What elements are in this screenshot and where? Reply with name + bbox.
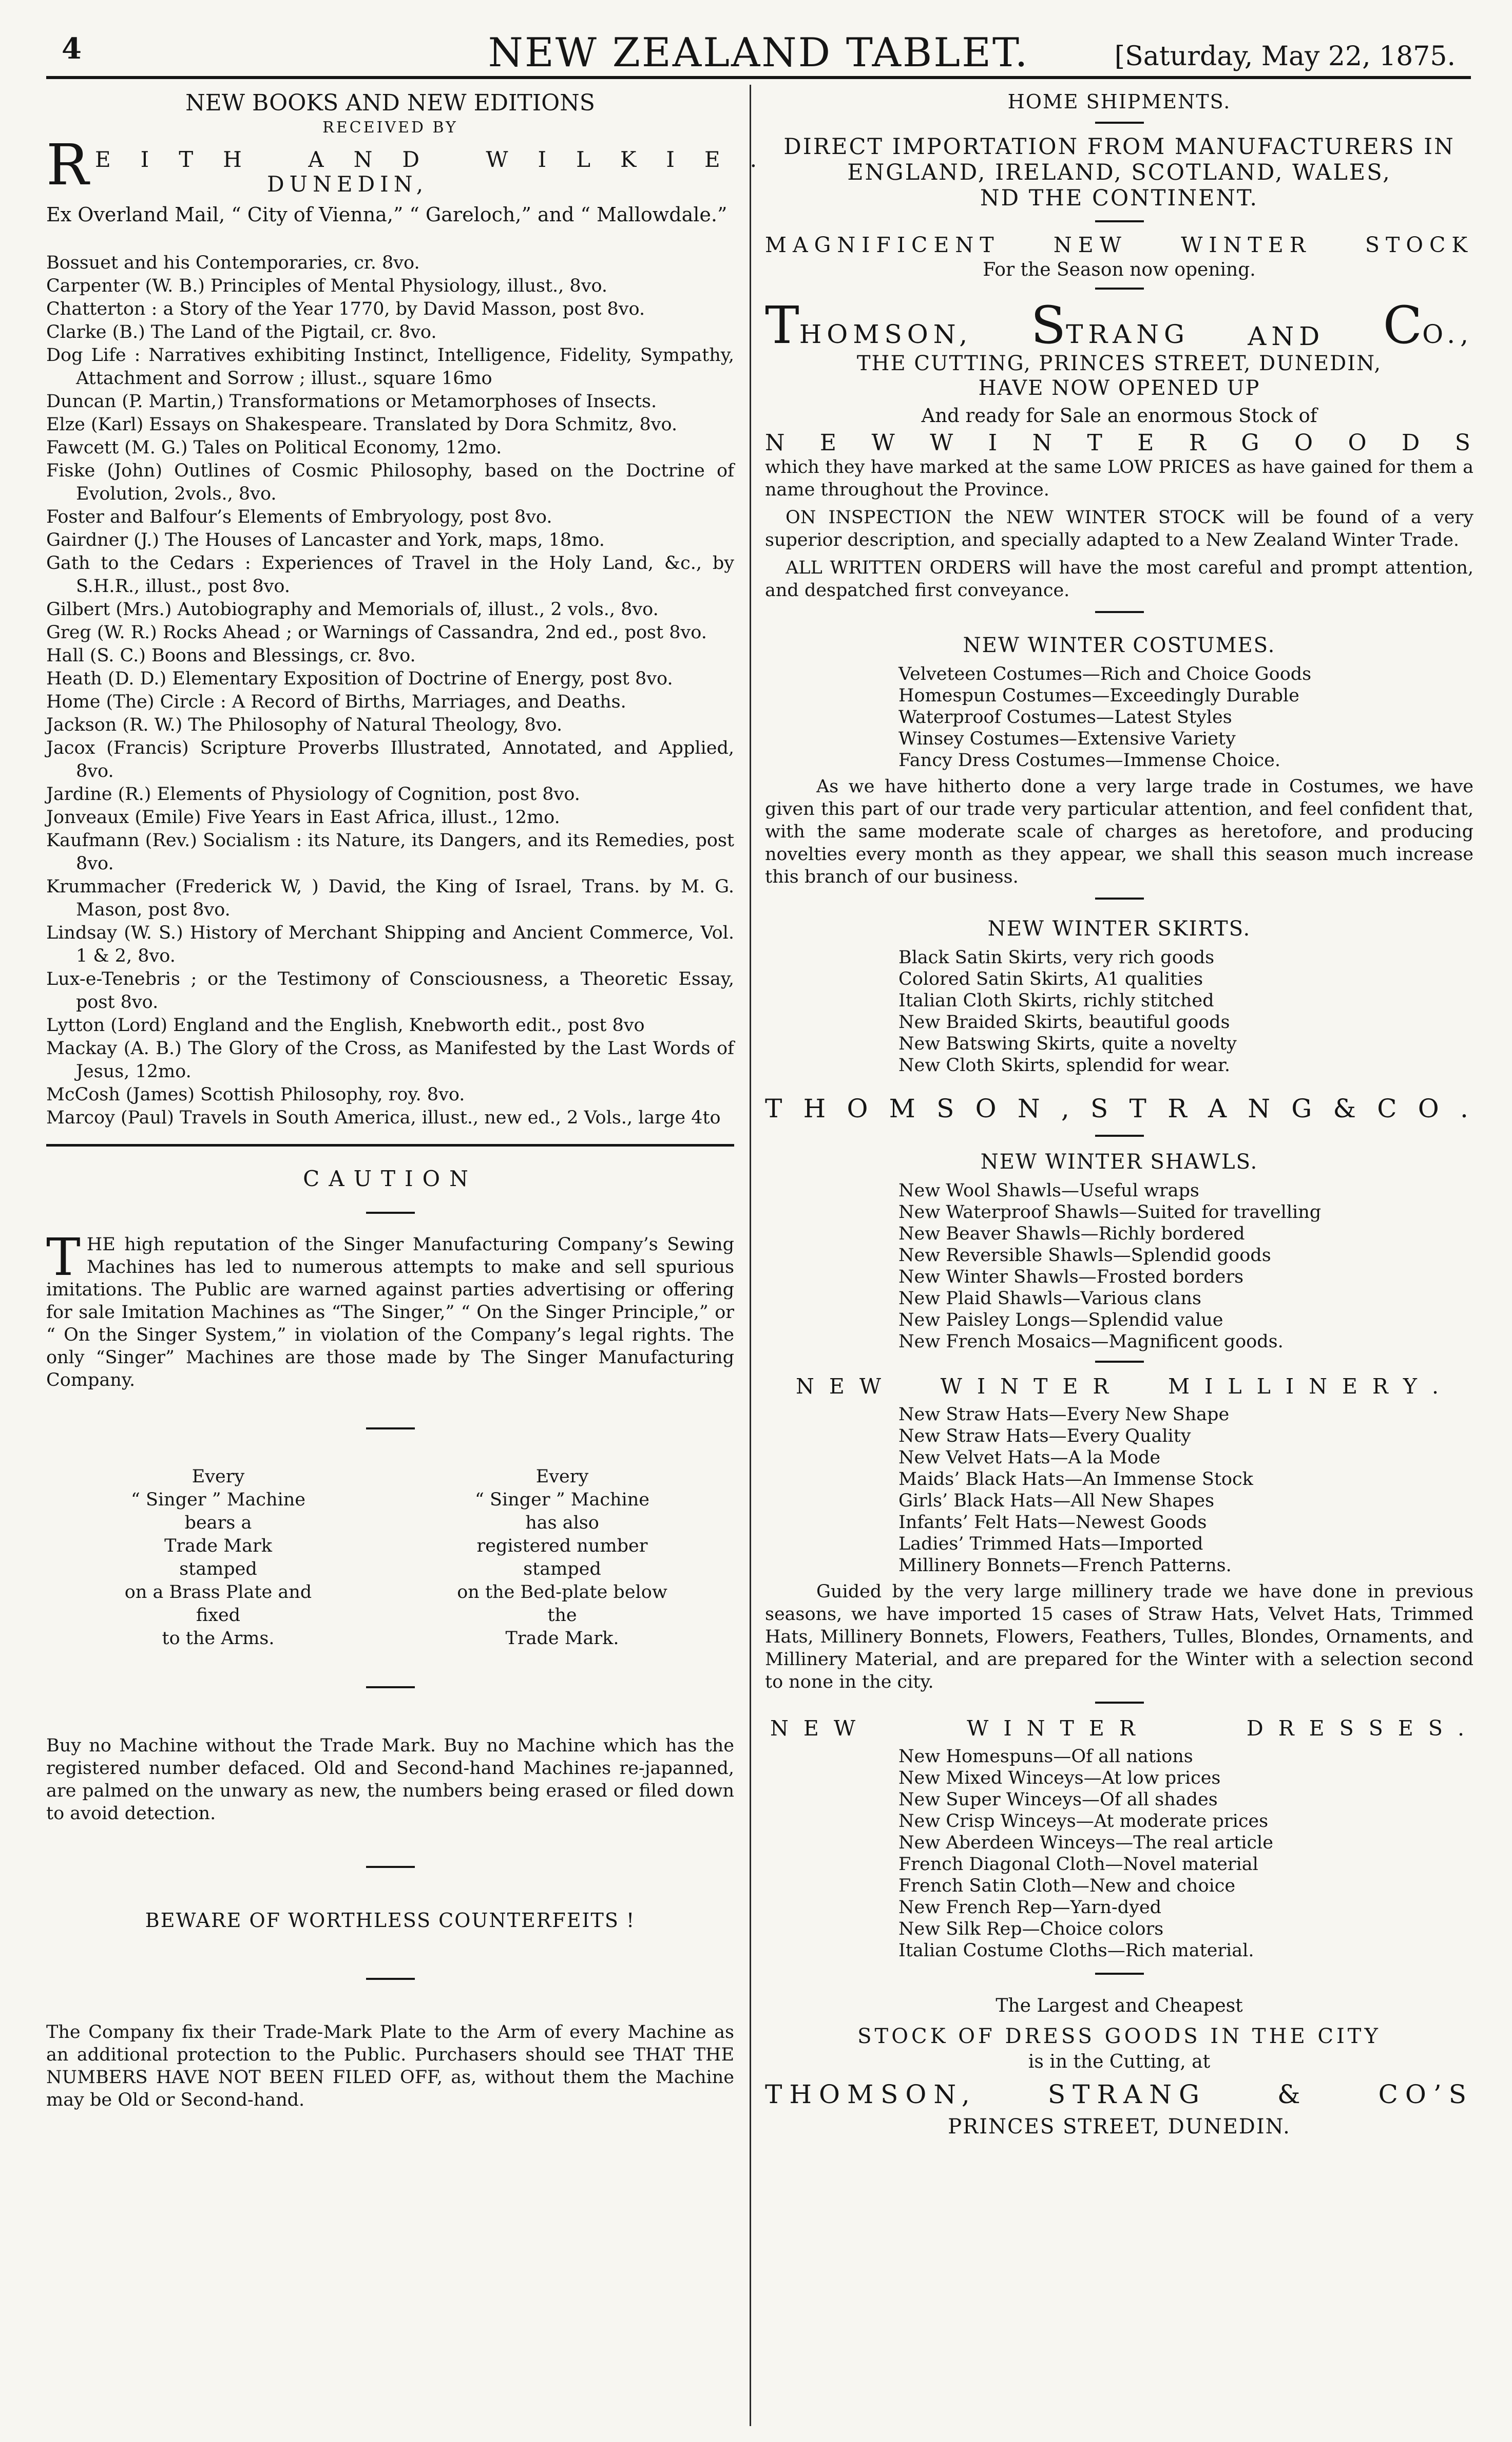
dress-item: New Aberdeen Winceys—The real article [898, 1833, 1273, 1853]
trade-mark-note-right [429, 1465, 696, 1650]
shawl-item: New Winter Shawls—Frosted borders [898, 1267, 1244, 1287]
firm-letter: N [1248, 1094, 1276, 1123]
closing-street: PRINCES STREET, DUNEDIN. [948, 2115, 1291, 2139]
costume-item: Winsey Costumes—Extensive Variety [898, 729, 1236, 749]
short-rule [366, 1427, 415, 1429]
dresses-title: N E W W I N T E R D R E S S E S . [770, 1716, 1468, 1741]
trade-mark-line: stamped [523, 1559, 601, 1579]
orders-paragraph: ALL WRITTEN ORDERS will have the most careful and prompt attention, and despatched first conveyance. [765, 558, 1473, 601]
right-column [765, 90, 1473, 2139]
firm-word: STRANG [1030, 295, 1190, 355]
dress-item: Italian Costume Cloths—Rich material. [898, 1940, 1254, 1961]
short-rule [1095, 898, 1144, 900]
mag-word: NEW [1053, 233, 1127, 257]
trade-mark-line: on the Bed-plate below [457, 1582, 667, 1602]
firm-letter: O [847, 1094, 873, 1123]
millinery-paragraph: Guided by the very large millinery trade we have done in previous seasons, we have imported 15 cases of Straw Hats, Velvet Hats, Trimmed Hats, Millinery Bonnets, Flowers, Feathers, Tulles, Blondes, Ornaments, and Millinery Material, and are prepared for the Winter with a selection second to none in the city. [765, 1581, 1473, 1692]
costume-item: Waterproof Costumes—Latest Styles [898, 707, 1232, 728]
heading-letter: W [930, 430, 956, 456]
books-heading: NEW BOOKS AND NEW EDITIONS [185, 90, 595, 116]
costume-item: Homespun Costumes—Exceedingly Durable [898, 685, 1299, 706]
trade-mark-note-left [85, 1465, 352, 1650]
firm-letter: , [1061, 1094, 1075, 1123]
skirt-item: New Cloth Skirts, splendid for wear. [898, 1055, 1230, 1076]
import-line-3: ND THE CONTINENT. [980, 185, 1259, 211]
shawl-item: New Paisley Longs—Splendid value [898, 1310, 1223, 1330]
book-entry: Lux-e-Tenebris ; or the Testimony of Consciousness, a Theoretic Essay, post 8vo. [46, 969, 734, 1013]
issue-date: [Saturday, May 22, 1875. [1114, 41, 1456, 72]
book-entry: Jacox (Francis) Scripture Proverbs Illustrated, Annotated, and Applied, 8vo. [46, 738, 734, 781]
closing-firm: THOMSON, STRANG & CO’S [765, 2079, 1473, 2109]
firm-letter: S [1090, 1094, 1114, 1123]
short-rule [1095, 1973, 1144, 1975]
short-rule [366, 1686, 415, 1688]
firm-letter: N [1017, 1094, 1045, 1123]
trade-mark-line: Trade Mark [164, 1536, 272, 1556]
firm-initial: R [46, 132, 89, 198]
heading-letter: R [1189, 430, 1209, 456]
short-rule [1095, 1702, 1144, 1704]
book-entry: Fiske (John) Outlines of Cosmic Philosophy, based on the Doctrine of Evolution, 2vols., 8vo. [46, 461, 734, 504]
book-entry: Fawcett (M. G.) Tales on Political Economy, 12mo. [46, 437, 502, 458]
masthead-rule [46, 76, 1471, 79]
dress-item: New Homespuns—Of all nations [898, 1746, 1193, 1767]
shawls-list [898, 1180, 1473, 1352]
shawl-item: New Waterproof Shawls—Suited for travelling [898, 1202, 1322, 1223]
firm-city: DUNEDIN, [267, 171, 429, 197]
section-separator [46, 1144, 734, 1147]
skirts-list [898, 947, 1473, 1076]
firm-letter: T [1129, 1094, 1152, 1123]
millinery-item: Maids’ Black Hats—An Immense Stock [898, 1469, 1253, 1490]
trade-mark-line: Trade Mark. [505, 1628, 619, 1649]
import-line-1: DIRECT IMPORTATION FROM MANUFACTURERS IN [783, 134, 1455, 160]
book-entry: Lindsay (W. S.) History of Merchant Shipping and Ancient Commerce, Vol. 1 & 2, 8vo. [46, 923, 734, 966]
masthead [46, 26, 1471, 77]
short-rule [366, 1978, 415, 1980]
buy-paragraph: Buy no Machine without the Trade Mark. Buy no Machine which has the registered number defaced. Old and Second-hand Machines re-japanned, are palmed on the unwary as new, the numbers being erased or filed down to avoid detection. [46, 1735, 734, 1824]
shawl-item: New Wool Shawls—Useful wraps [898, 1180, 1199, 1201]
mag-word: WINTER [1181, 233, 1312, 257]
caution-text: HE high reputation of the Singer Manufacturing Company’s Sewing Machines has led to numerous attempts to make and sell spurious imitations. The Public are warned against parties advertising or offering for sale Imitation Machines as “The Singer,” “ On the Singer Principle,” or “ On the Singer System,” in violation of the Company’s legal rights. The only “Singer” Machines are those made by The Singer Manufacturing Company. [46, 1234, 734, 1390]
millinery-title: N E W W I N T E R M I L L I N E R Y . [796, 1374, 1443, 1399]
short-rule [1095, 611, 1144, 613]
address-line: THE CUTTING, PRINCES STREET, DUNEDIN, [856, 352, 1382, 375]
firm-letter: G [1291, 1094, 1317, 1123]
book-entry: Chatterton : a Story of the Year 1770, by David Masson, post 8vo. [46, 299, 645, 319]
mag-word: MAGNIFICENT [765, 233, 1000, 257]
short-rule [1095, 1361, 1144, 1363]
book-entry: Carpenter (W. B.) Principles of Mental Physiology, illust., 8vo. [46, 276, 608, 296]
firm-letter: & [1333, 1094, 1361, 1123]
book-entry: Jonveaux (Emile) Five Years in East Africa, illust., 12mo. [46, 807, 560, 828]
heading-letter: N [1032, 430, 1056, 456]
firm-word: THOMSON, [765, 295, 973, 355]
book-entry: McCosh (James) Scottish Philosophy, roy. 8vo. [46, 1084, 465, 1105]
heading-letter: O [1348, 430, 1370, 456]
dress-item: New Mixed Winceys—At low prices [898, 1768, 1221, 1788]
short-rule [1095, 220, 1144, 222]
costumes-title: NEW WINTER COSTUMES. [963, 634, 1276, 657]
book-entry: Greg (W. R.) Rocks Ahead ; or Warnings of Cassandra, 2nd ed., post 8vo. [46, 622, 707, 643]
skirt-item: New Batswing Skirts, quite a novelty [898, 1034, 1237, 1054]
firm-letter: M [889, 1094, 921, 1123]
costumes-paragraph: As we have hitherto done a very large trade in Costumes, we have given this part of our trade very particular attention, and feel confident that, with the same moderate scale of charges as heretofore, and producing novelties every month as they appear, we shall this season much increase this branch of our business. [765, 776, 1473, 887]
prices-paragraph: which they have marked at the same LOW PRICES as have gained for them a name throughout the Province. [765, 457, 1473, 500]
trade-mark-line: registered number [476, 1536, 648, 1556]
inspection-paragraph: ON INSPECTION the NEW WINTER STOCK will be found of a very superior description, and specially adapted to a New Zealand Winter Trade. [765, 507, 1473, 550]
shawl-item: New Plaid Shawls—Various clans [898, 1288, 1201, 1309]
firm-letter: A [1208, 1094, 1232, 1123]
dress-item: New Silk Rep—Choice colors [898, 1919, 1164, 1939]
millinery-item: New Straw Hats—Every New Shape [898, 1404, 1230, 1425]
firm-letter: H [803, 1094, 831, 1123]
closing-line-2: STOCK OF DRESS GOODS IN THE CITY [857, 2025, 1381, 2048]
caution-paragraph [46, 1227, 734, 1391]
mag-word: STOCK [1365, 233, 1473, 257]
book-entry: Heath (D. D.) Elementary Exposition of Doctrine of Energy, post 8vo. [46, 669, 673, 689]
dresses-list [898, 1746, 1473, 1961]
heading-letter: E [1137, 430, 1157, 456]
short-rule [366, 1866, 415, 1868]
trade-mark-line: Every [535, 1466, 589, 1487]
paper-title: NEW ZEALAND TABLET. [488, 30, 1029, 76]
ready-line: And ready for Sale an enormous Stock of [921, 405, 1317, 427]
firm-letter: O [975, 1094, 1002, 1123]
firm-band [765, 1094, 1473, 1123]
book-entry: Gath to the Cedars : Experiences of Travel in the Holy Land, &c., by S.H.R., illust., post 8vo. [46, 553, 734, 597]
skirts-title: NEW WINTER SKIRTS. [987, 917, 1251, 941]
skirt-item: New Braided Skirts, beautiful goods [898, 1012, 1230, 1033]
firm-word: AND [1248, 321, 1325, 351]
heading-letter: I [988, 430, 1001, 456]
trade-mark-line: fixed [196, 1605, 241, 1626]
opened-line: HAVE NOW OPENED UP [978, 376, 1260, 400]
shawl-item: New Reversible Shawls—Splendid goods [898, 1245, 1271, 1266]
short-rule [1095, 288, 1144, 290]
magnificent-heading [765, 233, 1473, 257]
firm-letter: T [765, 1094, 788, 1123]
final-paragraph: The Company fix their Trade-Mark Plate to the Arm of every Machine as an additional protection to the Public. Purchasers should see THAT THE NUMBERS HAVE NOT BEEN FILED OFF, as, without them the Machine may be Old or Second-hand. [46, 2022, 734, 2110]
book-entry: Jardine (R.) Elements of Physiology of Cognition, post 8vo. [46, 784, 580, 805]
trade-mark-line: Every [192, 1466, 245, 1487]
dress-item: French Diagonal Cloth—Novel material [898, 1854, 1258, 1875]
column-rule [750, 85, 751, 2426]
costume-item: Velveteen Costumes—Rich and Choice Goods [898, 664, 1312, 684]
heading-letter: G [1241, 430, 1262, 456]
book-entry: Duncan (P. Martin,) Transformations or Metamorphoses of Insects. [46, 391, 657, 412]
book-list [46, 252, 734, 1130]
closing-line-1: The Largest and Cheapest [996, 1995, 1243, 2016]
heading-letter: O [1294, 430, 1316, 456]
book-entry: Marcoy (Paul) Travels in South America, illust., new ed., 2 Vols., large 4to [46, 1108, 721, 1128]
firm-name-block [46, 132, 787, 201]
shawls-title: NEW WINTER SHAWLS. [980, 1150, 1258, 1174]
trade-mark-line: “ Singer ” Machine [474, 1490, 650, 1510]
trade-mark-line: on a Brass Plate and [124, 1582, 312, 1602]
millinery-item: Ladies’ Trimmed Hats—Imported [898, 1534, 1203, 1554]
millinery-item: Girls’ Black Hats—All New Shapes [898, 1491, 1215, 1511]
shawl-item: New French Mosaics—Magnificent goods. [898, 1331, 1284, 1352]
dropcap: T [46, 1227, 81, 1287]
skirt-item: Colored Satin Skirts, A1 qualities [898, 969, 1203, 989]
book-entry: Elze (Karl) Essays on Shakespeare. Translated by Dora Schmitz, 8vo. [46, 414, 678, 435]
trade-mark-line: the [547, 1605, 577, 1626]
caution-title: CAUTION [303, 1166, 477, 1191]
beware-heading: BEWARE OF WORTHLESS COUNTERFEITS ! [145, 1909, 636, 1932]
firm-letter: R [1168, 1094, 1192, 1123]
trade-mark-line: to the Arms. [162, 1628, 275, 1649]
dress-item: French Satin Cloth—New and choice [898, 1876, 1236, 1896]
dress-item: New Crisp Winceys—At moderate prices [898, 1811, 1269, 1832]
firm-word: CO., [1383, 295, 1473, 355]
book-entry: Home (The) Circle : A Record of Births, Marriages, and Deaths. [46, 692, 626, 712]
firm-letter: . [1460, 1094, 1473, 1123]
book-entry: Gairdner (J.) The Houses of Lancaster and York, maps, 18mo. [46, 530, 605, 550]
shawl-item: New Beaver Shawls—Richly bordered [898, 1224, 1245, 1244]
skirt-item: Black Satin Skirts, very rich goods [898, 947, 1215, 968]
mail-line: Ex Overland Mail, “ City of Vienna,” “ Gareloch,” and “ Mallowdale.” [46, 203, 728, 226]
firm-letter: S [936, 1094, 960, 1123]
left-column [46, 90, 787, 2111]
season-line: For the Season now opening. [983, 259, 1256, 280]
new-winter-goods-heading [765, 430, 1473, 456]
received-by: RECEIVED BY [322, 119, 458, 137]
dress-item: New Super Winceys—Of all shades [898, 1789, 1218, 1810]
trade-mark-line: bears a [184, 1513, 252, 1533]
firm-letter: C [1377, 1094, 1402, 1123]
heading-letter: N [765, 430, 788, 456]
firm-name: EITH AND WILKIE. [95, 147, 787, 172]
trade-mark-line: stamped [179, 1559, 257, 1579]
book-entry: Krummacher (Frederick W, ) David, the King of Israel, Trans. by M. G. Mason, post 8vo. [46, 876, 734, 920]
dress-item: New French Rep—Yarn-dyed [898, 1897, 1162, 1918]
heading-letter: W [871, 430, 898, 456]
heading-letter: T [1087, 430, 1105, 456]
millinery-item: Infants’ Felt Hats—Newest Goods [898, 1512, 1207, 1533]
heading-letter: S [1454, 430, 1473, 456]
book-entry: Bossuet and his Contemporaries, cr. 8vo. [46, 253, 420, 273]
import-line-2: ENGLAND, IRELAND, SCOTLAND, WALES, [847, 160, 1391, 185]
millinery-item: New Straw Hats—Every Quality [898, 1426, 1191, 1446]
heading-letter: E [819, 430, 840, 456]
millinery-list [898, 1404, 1473, 1576]
trade-mark-notes [46, 1465, 734, 1650]
trade-mark-line: has also [525, 1513, 599, 1533]
book-entry: Lytton (Lord) England and the English, Knebworth edit., post 8vo [46, 1015, 645, 1036]
firm-name-big [765, 295, 1473, 355]
book-entry: Hall (S. C.) Boons and Blessings, cr. 8vo. [46, 645, 416, 666]
book-entry: Clarke (B.) The Land of the Pigtail, cr. 8vo. [46, 322, 437, 342]
short-rule [1095, 1135, 1144, 1137]
firm-letter: O [1418, 1094, 1444, 1123]
costume-item: Fancy Dress Costumes—Immense Choice. [898, 750, 1280, 771]
millinery-item: Millinery Bonnets—French Patterns. [898, 1555, 1232, 1576]
closing-line-3: is in the Cutting, at [1028, 2051, 1211, 2072]
trade-mark-line: “ Singer ” Machine [130, 1490, 306, 1510]
book-entry: Dog Life : Narratives exhibiting Instinct, Intelligence, Fidelity, Sympathy, Attachment and Sorrow ; illust., square 16mo [46, 345, 734, 389]
home-shipments: HOME SHIPMENTS. [1007, 90, 1231, 113]
skirt-item: Italian Cloth Skirts, richly stitched [898, 990, 1214, 1011]
book-entry: Jackson (R. W.) The Philosophy of Natural Theology, 8vo. [46, 715, 563, 735]
page-number: 4 [62, 32, 82, 66]
book-entry: Gilbert (Mrs.) Autobiography and Memorials of, illust., 2 vols., 8vo. [46, 599, 659, 620]
book-entry: Kaufmann (Rev.) Socialism : its Nature, its Dangers, and its Remedies, post 8vo. [46, 830, 734, 874]
heading-letter: D [1401, 430, 1423, 456]
millinery-item: New Velvet Hats—A la Mode [898, 1447, 1161, 1468]
costumes-list [898, 663, 1473, 771]
book-entry: Mackay (A. B.) The Glory of the Cross, as Manifested by the Last Words of Jesus, 12mo. [46, 1038, 734, 1082]
book-entry: Foster and Balfour’s Elements of Embryology, post 8vo. [46, 507, 552, 527]
short-rule [1095, 122, 1144, 124]
short-rule [366, 1212, 415, 1214]
